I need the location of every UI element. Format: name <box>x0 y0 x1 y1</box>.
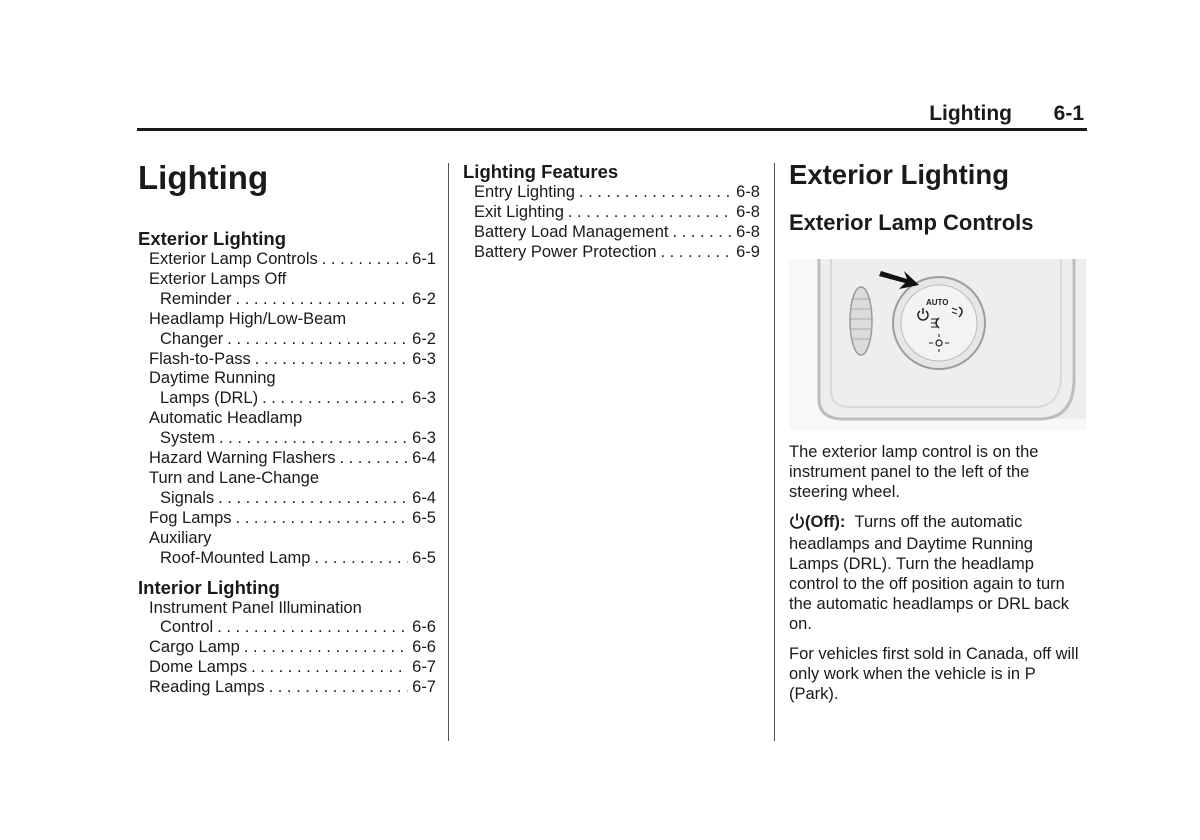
dot-leader <box>217 618 408 638</box>
toc-entry[interactable] <box>463 183 760 203</box>
toc-entry-label: Fog Lamps <box>149 508 232 527</box>
toc-entry-label: Flash-to-Pass <box>149 349 251 368</box>
toc-entry-label: Reminder <box>160 289 232 308</box>
toc-entry-page: 6-3 <box>412 349 436 368</box>
toc-entry-page: 6-9 <box>736 242 760 261</box>
chapter-title: Lighting <box>138 159 269 196</box>
toc-entry[interactable] <box>138 658 436 678</box>
toc-entry[interactable] <box>138 270 436 310</box>
off-description: Turns off the automatic headlamps and Daytime Running Lamps (DRL). Turn the headlamp control to the off position again to turn the automatic headlamps or DRL back on. <box>789 513 1070 633</box>
toc-entry-label: Changer <box>160 329 224 348</box>
dot-leader <box>255 350 408 370</box>
toc-entry-page: 6-7 <box>412 658 436 677</box>
column-divider-1 <box>448 163 449 741</box>
paragraph-off <box>789 512 1087 634</box>
toc-entry-page: 6-5 <box>412 508 436 527</box>
lamp-control-illustration <box>789 259 1086 430</box>
toc-entry[interactable] <box>138 469 436 509</box>
toc-entry[interactable] <box>463 243 760 263</box>
toc-heading-lighting-features: Lighting Features <box>463 161 619 182</box>
dot-leader <box>661 243 733 263</box>
dot-leader <box>236 290 409 310</box>
off-label: (Off): <box>805 513 846 531</box>
dot-leader <box>322 250 408 270</box>
toc-entry-label: Battery Power Protection <box>474 242 657 261</box>
paragraph-location: The exterior lamp control is on the instrument panel to the left of the steering wheel. <box>789 443 1039 501</box>
toc-entry[interactable] <box>138 678 436 698</box>
toc-sections <box>138 228 436 698</box>
paragraph-canada: For vehicles first sold in Canada, off will only work when the vehicle is in P (Park). <box>789 645 1079 703</box>
toc-entry-label: Exit Lighting <box>474 202 564 221</box>
dot-leader <box>244 638 408 658</box>
toc-entry-label: Turn and Lane-Change <box>149 468 320 487</box>
toc-entry-label: Cargo Lamp <box>149 638 240 657</box>
toc-entry[interactable] <box>138 350 436 370</box>
toc-entry-page: 6-3 <box>412 389 436 408</box>
toc-entry-label: System <box>160 429 216 448</box>
toc-entry-page: 6-1 <box>412 250 436 268</box>
lamp-control-figure <box>789 259 1086 430</box>
dot-leader <box>672 223 732 243</box>
toc-entry[interactable] <box>138 599 436 639</box>
toc-entry[interactable] <box>463 203 760 223</box>
toc-entry-label: Control <box>160 618 214 637</box>
toc-entry-label: Auxiliary <box>149 528 212 547</box>
header-rule <box>137 128 1087 131</box>
dial-auto-label: AUTO <box>926 298 949 307</box>
toc-entry-label: Battery Load Management <box>474 222 669 241</box>
toc-entry[interactable] <box>138 310 436 350</box>
dot-leader <box>236 509 409 529</box>
running-header <box>138 100 1086 130</box>
toc-entry-page: 6-2 <box>412 329 436 348</box>
contents-column-2 <box>463 161 760 263</box>
toc-section-heading[interactable]: Interior Lighting <box>138 576 280 598</box>
dot-leader <box>314 549 408 569</box>
toc-entry-page: 6-8 <box>736 222 760 241</box>
subsection-heading: Exterior Lamp Controls <box>789 210 1034 235</box>
header-page-number: 6-1 <box>1053 102 1084 125</box>
toc-entry-label: Exterior Lamp Controls <box>149 250 318 268</box>
dot-leader <box>219 429 408 449</box>
toc-entry[interactable] <box>138 509 436 529</box>
toc-entry-label: Reading Lamps <box>149 678 265 697</box>
dot-leader <box>339 449 408 469</box>
toc-entry-page: 6-8 <box>736 183 760 201</box>
toc-entry[interactable] <box>138 409 436 449</box>
toc-section <box>138 228 436 569</box>
toc-entry[interactable] <box>463 223 760 243</box>
column-divider-2 <box>774 163 775 741</box>
dot-leader <box>227 330 408 350</box>
toc-entry-label: Daytime Running <box>149 369 276 388</box>
toc-entry-page: 6-6 <box>412 638 436 657</box>
toc-entry[interactable] <box>138 529 436 569</box>
contents-column-1 <box>138 160 436 698</box>
toc-entry[interactable] <box>138 250 436 270</box>
toc-entry-page: 6-3 <box>412 429 436 448</box>
toc-entry-label: Dome Lamps <box>149 658 248 677</box>
toc-entry-label: Roof-Mounted Lamp <box>160 548 311 567</box>
body-column <box>789 158 1087 704</box>
toc-section-heading[interactable]: Exterior Lighting <box>138 228 286 249</box>
toc-entry-page: 6-5 <box>412 548 436 567</box>
toc-entry-page: 6-6 <box>412 618 436 637</box>
toc-entry-page: 6-4 <box>412 488 436 507</box>
toc-section <box>138 577 436 699</box>
power-icon <box>789 512 805 534</box>
toc-entry-label: Signals <box>160 488 215 507</box>
toc-entry-label: Exterior Lamps Off <box>149 269 287 288</box>
dot-leader <box>262 389 408 409</box>
toc-entry-page: 6-7 <box>412 678 436 697</box>
toc-entry-label: Entry Lighting <box>474 183 575 201</box>
toc-entry-label: Lamps (DRL) <box>160 389 259 408</box>
toc-entry-label: Headlamp High/Low-Beam <box>149 309 347 328</box>
toc-list-lighting-features <box>463 183 760 263</box>
dot-leader <box>579 183 732 203</box>
toc-entry-page: 6-2 <box>412 289 436 308</box>
toc-entry-page: 6-4 <box>412 449 436 468</box>
toc-entry[interactable] <box>138 638 436 658</box>
toc-entry[interactable] <box>138 449 436 469</box>
section-heading: Exterior Lighting <box>789 159 1009 190</box>
dot-leader <box>251 658 408 678</box>
toc-entry-label: Automatic Headlamp <box>149 409 303 428</box>
toc-entry-label: Hazard Warning Flashers <box>149 449 336 468</box>
dot-leader <box>568 203 732 223</box>
header-section-title: Lighting <box>929 102 1012 125</box>
toc-entry[interactable] <box>138 369 436 409</box>
dot-leader <box>218 489 408 509</box>
toc-entry-page: 6-8 <box>736 202 760 221</box>
toc-entry-label: Instrument Panel Illumination <box>149 598 362 617</box>
dot-leader <box>269 678 409 698</box>
